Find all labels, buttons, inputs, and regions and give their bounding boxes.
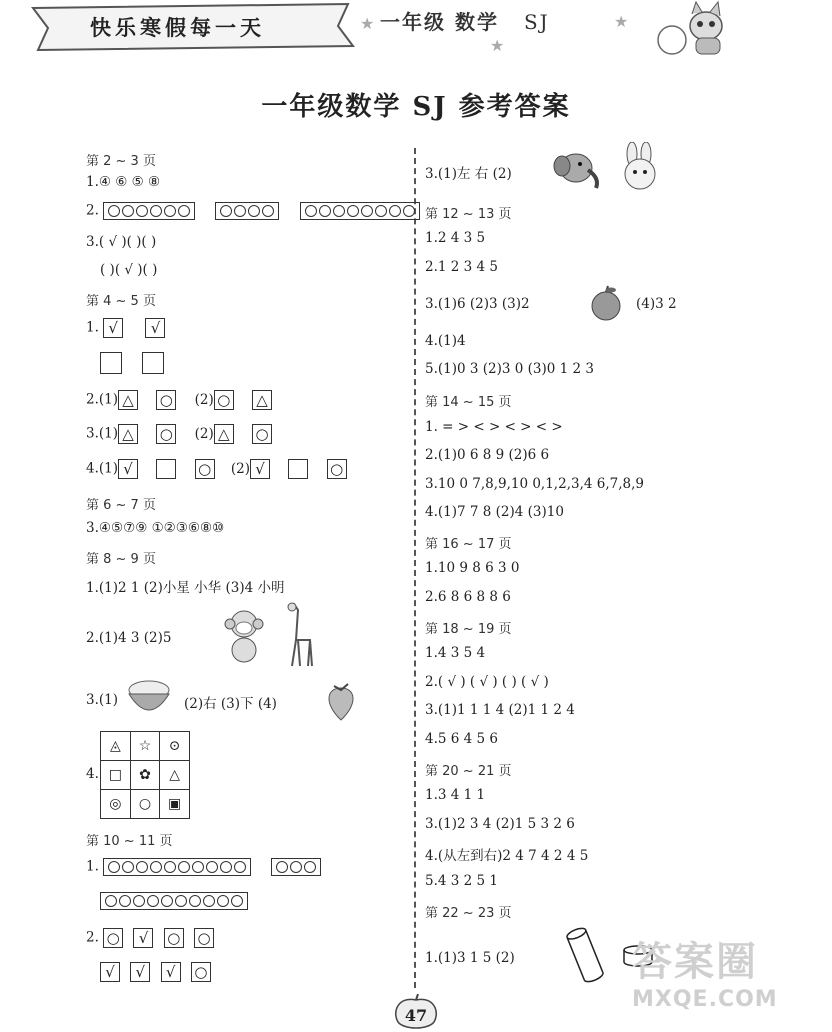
circle-count-box (103, 858, 251, 876)
circle-icon (133, 895, 145, 907)
star-icon: ★ (360, 14, 375, 33)
answer-line: 3.④⑤⑦⑨ ①②③⑥⑧⑩ (86, 520, 225, 536)
page-number: 47 (404, 1006, 428, 1025)
column-divider (414, 148, 416, 988)
answer-line: 3.(1)左 右 (2) (425, 166, 512, 182)
answer-line: (4)3 2 (636, 296, 677, 312)
check-box: √ (145, 318, 165, 338)
answer-line: 4.(1)7 7 8 (2)4 (3)10 (425, 504, 564, 520)
shape-box: ○ (252, 424, 272, 444)
answer-line-shapes (86, 390, 272, 410)
strawberry-icon (322, 680, 360, 722)
circle-icon (305, 205, 317, 217)
answer-line: 3.10 0 7,8,9,10 0,1,2,3,4 6,7,8,9 (425, 476, 644, 492)
circle-icon (290, 861, 302, 873)
answer-line-counting-boxes (86, 202, 420, 220)
shape-box: √ (250, 459, 270, 479)
circle-icon (206, 861, 218, 873)
shape-box: ○ (327, 459, 347, 479)
question-label: 2.(1) (86, 391, 119, 408)
circle-icon (108, 861, 120, 873)
circle-icon (248, 205, 260, 217)
answer-line: 1.2 4 3 5 (425, 230, 486, 246)
question-label: 1. (86, 319, 99, 336)
grid-cell: ⊙ (160, 732, 190, 761)
banner-text: 快乐寒假每一天 (90, 16, 265, 40)
mascot-fox-snowball-icon (650, 0, 742, 58)
header-grade-subject (380, 6, 550, 35)
empty-box (142, 352, 164, 374)
circle-icon (231, 895, 243, 907)
circle-icon (217, 895, 229, 907)
grid-cell: ○ (130, 790, 160, 819)
edition: SJ (523, 10, 550, 34)
sub-label: (2) (230, 460, 251, 477)
circle-icon (178, 205, 190, 217)
mark-box: ○ (194, 928, 214, 948)
question-label: 2. (86, 929, 99, 946)
shape-box: △ (252, 390, 272, 410)
circle-icon (375, 205, 387, 217)
circle-icon (262, 205, 274, 217)
answer-line-counting-boxes (86, 858, 321, 876)
answer-line-counting-boxes (100, 892, 248, 910)
shape-box: △ (214, 424, 234, 444)
grid-cell: ◎ (101, 790, 131, 819)
circle-icon (333, 205, 345, 217)
mark-box: ○ (191, 962, 211, 982)
grid-cell: △ (160, 761, 190, 790)
answer-line: 2.6 8 6 8 8 6 (425, 589, 511, 605)
circle-count-box (271, 858, 321, 876)
empty-box (100, 352, 122, 374)
section-heading-p22-23: 第 22 ~ 23 页 (425, 906, 512, 921)
circle-icon (119, 895, 131, 907)
answer-line: 1.(1)3 1 5 (2) (425, 950, 515, 966)
mark-box: √ (130, 962, 150, 982)
answer-line: 4.5 6 4 5 6 (425, 731, 498, 747)
answer-line: 3.(1)1 1 1 4 (2)1 1 2 4 (425, 702, 575, 718)
section-heading-p10-11: 第 10 ~ 11 页 (86, 834, 173, 849)
sub-label: (2) (194, 425, 214, 442)
answer-line: 3.(1) (86, 692, 119, 708)
answer-line: ( )( √ )( ) (100, 262, 158, 278)
answer-line-boxes (100, 962, 211, 982)
circle-icon (276, 861, 288, 873)
answer-line: 2.( √ ) ( √ ) ( ) ( √ ) (425, 674, 549, 690)
section-heading-p18-19: 第 18 ~ 19 页 (425, 622, 512, 637)
mark-box: √ (133, 928, 153, 948)
answer-line: 5.4 3 2 5 1 (425, 873, 498, 889)
grid-cell: ▣ (160, 790, 190, 819)
circle-icon (192, 861, 204, 873)
answer-line: (2)右 (3)下 (4) (184, 696, 277, 712)
answer-line: 1.(1)2 1 (2)小星 小华 (3)4 小明 (86, 580, 285, 596)
answer-line: 1.10 9 8 6 3 0 (425, 560, 520, 576)
answer-line-shapes (86, 459, 347, 479)
question-label: 4. (86, 766, 99, 782)
circle-icon (203, 895, 215, 907)
circle-icon (220, 861, 232, 873)
circle-icon (403, 205, 415, 217)
grid-cell: □ (101, 761, 131, 790)
shape-box (156, 459, 176, 479)
answer-line-shapes (86, 424, 272, 444)
question-label: 4.(1) (86, 460, 119, 477)
page-title: 一年级数学 SJ 参考答案 (261, 92, 571, 122)
answer-line: 2.(1)0 6 8 9 (2)6 6 (425, 447, 550, 463)
answer-line-boxes (86, 928, 214, 948)
circle-icon (161, 895, 173, 907)
circle-icon (108, 205, 120, 217)
answer-line: 3.(1)6 (2)3 (3)2 (425, 296, 530, 312)
circle-icon (147, 895, 159, 907)
star-icon: ★ (614, 12, 629, 31)
cylinder-icon (560, 922, 610, 988)
circle-icon (164, 861, 176, 873)
circle-icon (304, 861, 316, 873)
answer-line: 3.(1)2 3 4 (2)1 5 3 2 6 (425, 816, 575, 832)
answer-line: 2.1 2 3 4 5 (425, 259, 498, 275)
circle-icon (220, 205, 232, 217)
answer-line: 1.3 4 1 1 (425, 787, 486, 803)
section-heading-p6-7: 第 6 ~ 7 页 (86, 498, 156, 513)
circle-icon (136, 861, 148, 873)
mark-box: √ (100, 962, 120, 982)
header-banner (28, 0, 358, 52)
answer-line: 1.④ ⑥ ⑤ ⑧ (86, 174, 161, 190)
question-label: 1. (86, 858, 99, 875)
answer-line: 1.4 3 5 4 (425, 645, 486, 661)
circle-icon (150, 861, 162, 873)
shape-box: ○ (156, 424, 176, 444)
circle-icon (105, 895, 117, 907)
watermark-text: MXQE.COM (632, 987, 778, 1012)
section-heading-p4-5: 第 4 ~ 5 页 (86, 294, 156, 309)
circle-icon (178, 861, 190, 873)
circle-icon (136, 205, 148, 217)
answer-line: 5.(1)0 3 (2)3 0 (3)0 1 2 3 (425, 361, 595, 377)
section-heading-p20-21: 第 20 ~ 21 页 (425, 764, 512, 779)
circle-icon (150, 205, 162, 217)
shape-box: △ (118, 424, 138, 444)
rice-bowl-icon (126, 678, 172, 718)
answer-line-empty-boxes (100, 352, 164, 374)
circle-icon (319, 205, 331, 217)
watermark: 答案圈 MXQE.COM (632, 939, 778, 1012)
giraffe-icon (278, 600, 320, 670)
circle-count-box (215, 202, 279, 220)
answer-line: 4.(1)4 (425, 333, 466, 349)
circle-icon (234, 861, 246, 873)
shape-box: ○ (156, 390, 176, 410)
shape-box: △ (118, 390, 138, 410)
grid-cell: ☆ (130, 732, 160, 761)
circle-count-box (103, 202, 195, 220)
mark-box: ○ (164, 928, 184, 948)
shape-box (288, 459, 308, 479)
question-label: 2. (86, 202, 99, 219)
monkey-icon (222, 606, 266, 664)
circle-count-box (300, 202, 420, 220)
section-heading-p12-13: 第 12 ~ 13 页 (425, 207, 512, 222)
mark-box: √ (161, 962, 181, 982)
answer-line: 1. = > < > < > < > (425, 419, 563, 435)
circle-count-box (100, 892, 248, 910)
circle-icon (164, 205, 176, 217)
rabbit-icon (612, 142, 670, 192)
section-heading-p8-9: 第 8 ~ 9 页 (86, 552, 156, 567)
apple-icon (588, 284, 624, 322)
star-icon: ★ (490, 36, 505, 55)
circle-icon (389, 205, 401, 217)
elephant-icon (552, 148, 604, 190)
sub-label: (2) (194, 391, 214, 408)
shape-box: ○ (195, 459, 215, 479)
circle-icon (122, 205, 134, 217)
grid-cell: ◬ (101, 732, 131, 761)
circle-icon (234, 205, 246, 217)
circle-icon (347, 205, 359, 217)
section-heading-p16-17: 第 16 ~ 17 页 (425, 537, 512, 552)
section-heading-p14-15: 第 14 ~ 15 页 (425, 395, 512, 410)
circle-icon (361, 205, 373, 217)
shape-box: √ (118, 459, 138, 479)
check-box: √ (103, 318, 123, 338)
shape-grid (100, 731, 190, 819)
answer-line: 3.( √ )( )( ) (86, 234, 157, 250)
circle-icon (175, 895, 187, 907)
grade-subject: 一年级 数学 (380, 10, 499, 34)
grid-cell: ✿ (130, 761, 160, 790)
mark-box: ○ (103, 928, 123, 948)
answer-line-checkboxes (86, 318, 165, 338)
circle-icon (189, 895, 201, 907)
shape-box: ○ (214, 390, 234, 410)
section-heading-p2-3: 第 2 ~ 3 页 (86, 154, 156, 169)
question-label: 3.(1) (86, 425, 119, 442)
circle-icon (122, 861, 134, 873)
answer-line: 2.(1)4 3 (2)5 (86, 630, 172, 646)
answer-line: 4.(从左到右)2 4 7 4 2 4 5 (425, 848, 589, 864)
